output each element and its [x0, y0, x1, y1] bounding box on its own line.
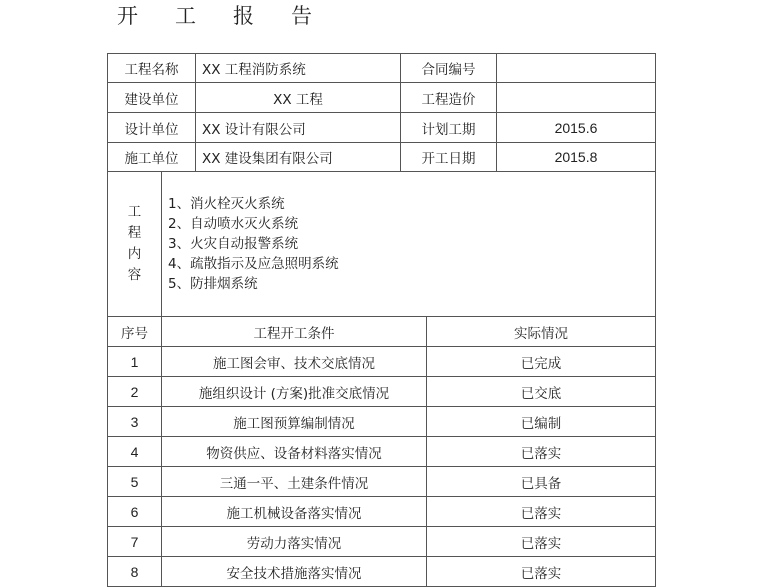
row-condition: 三通一平、土建条件情况: [161, 466, 427, 497]
row-number: 1: [107, 346, 162, 377]
row-condition: 劳动力落实情况: [161, 526, 427, 557]
content-item: 5、防排烟系统: [168, 276, 258, 292]
row-status: 已落实: [426, 526, 656, 557]
content-list: [161, 171, 656, 317]
field-label: 开工日期: [400, 142, 497, 172]
field-value: [496, 53, 656, 83]
content-item: 4、疏散指示及应急照明系统: [168, 256, 339, 272]
field-value: XX 设计有限公司: [195, 112, 401, 143]
row-status: 已编制: [426, 406, 656, 437]
content-label-char: 内: [127, 246, 142, 262]
field-value: XX 建设集团有限公司: [195, 142, 401, 172]
row-condition: 施组织设计 (方案)批准交底情况: [161, 376, 427, 407]
field-label: 合同编号: [400, 53, 497, 83]
field-label: 工程造价: [400, 82, 497, 113]
row-condition: 安全技术措施落实情况: [161, 556, 427, 587]
content-label: [107, 171, 162, 317]
header-status: 实际情况: [426, 316, 656, 347]
header-condition: 工程开工条件: [161, 316, 427, 347]
content-item: 3、火灾自动报警系统: [168, 236, 299, 252]
row-number: 3: [107, 406, 162, 437]
row-condition: 施工图会审、技术交底情况: [161, 346, 427, 377]
row-number: 6: [107, 496, 162, 527]
title-char: 工: [175, 4, 196, 28]
title-char: 报: [233, 4, 254, 28]
field-value: [496, 82, 656, 113]
row-status: 已具备: [426, 466, 656, 497]
row-status: 已落实: [426, 436, 656, 467]
header-no: 序号: [107, 316, 162, 347]
row-number: 7: [107, 526, 162, 557]
row-status: 已落实: [426, 496, 656, 527]
field-label: 工程名称: [107, 53, 196, 83]
title-char: 告: [291, 4, 312, 28]
row-status: 已完成: [426, 346, 656, 377]
field-label: 设计单位: [107, 112, 196, 143]
row-number: 8: [107, 556, 162, 587]
content-label-char: 工: [127, 204, 142, 220]
content-item: 2、自动喷水灭火系统: [168, 216, 299, 232]
content-label-char: 容: [127, 267, 142, 283]
page-title: [117, 0, 349, 30]
field-value: XX 工程消防系统: [195, 53, 401, 83]
field-label: 计划工期: [400, 112, 497, 143]
row-status: 已落实: [426, 556, 656, 587]
row-status: 已交底: [426, 376, 656, 407]
row-number: 2: [107, 376, 162, 407]
field-value: 2015.6: [496, 112, 656, 143]
field-value: XX 工程: [195, 82, 401, 113]
title-char: 开: [117, 4, 138, 28]
row-condition: 施工机械设备落实情况: [161, 496, 427, 527]
field-label: 建设单位: [107, 82, 196, 113]
row-number: 4: [107, 436, 162, 467]
field-label: 施工单位: [107, 142, 196, 172]
content-label-char: 程: [127, 225, 142, 241]
row-condition: 施工图预算编制情况: [161, 406, 427, 437]
row-number: 5: [107, 466, 162, 497]
row-condition: 物资供应、设备材料落实情况: [161, 436, 427, 467]
field-value: 2015.8: [496, 142, 656, 172]
content-item: 1、消火栓灭火系统: [168, 196, 285, 212]
